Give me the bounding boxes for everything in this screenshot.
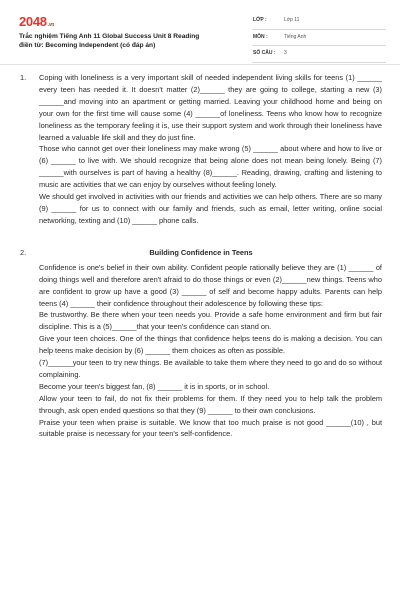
question-passage: [39, 72, 382, 227]
question-header: [20, 247, 382, 259]
meta-value: Lớp 11: [284, 17, 300, 23]
page-header: [0, 0, 400, 62]
passage-paragraph: Give your teen choices. One of the things that confidence helps teens do is making a decision. You can help teens make decision by (6) ______ them choices as often as possible.: [39, 334, 382, 356]
passage-paragraph: (7)______your teen to try new things. Be available to take them where they need to go and do so without complaining.: [39, 358, 382, 379]
meta-row-subject: [252, 31, 386, 47]
passage-paragraph: Allow your teen to fail, do not fix their problems for them. If they need you to help talk the problem through, ask open ended questions so that they (9) ______ to their own conclusions.: [39, 393, 382, 415]
passage-paragraph: Confidence is one's belief in their own ability. Confident people rationally believe they are (1) ______ of doing things well and therefore aren't afraid to do those things or even (2)______new things. Teens who are confident to grow up have a good (3) ______ of self and become happy adults. Parents can help teens (4) ______ their confidence throughout their adolescence by following these tips:: [39, 262, 382, 308]
question-1: [20, 72, 382, 227]
site-logo[interactable]: [19, 14, 54, 29]
title-line-1: Trắc nghiệm Tiếng Anh 11 Global Success Unit 8 Reading: [19, 33, 200, 40]
logo-suffix: .vn: [47, 22, 55, 28]
meta-label: LỚP :: [253, 17, 267, 23]
meta-row-count: [252, 47, 386, 63]
meta-value: Tiếng Anh: [284, 33, 307, 40]
passage-paragraph: We should get involved in activities with our friends and activities we can help others. There are so many (9) ______ for us to connect with our family and friends, such as email, letter writing, online social networking, texting and (10) ______ phone calls.: [39, 192, 382, 225]
questions-content: [20, 72, 382, 440]
logo-text: 2048: [19, 14, 47, 29]
meta-label: MÔN :: [253, 33, 268, 40]
question-number: 2.: [20, 247, 27, 257]
title-line-2: điền từ: Becoming Independent (có đáp án): [19, 42, 156, 49]
meta-value: 3: [284, 50, 287, 56]
meta-label: SỐ CÂU :: [253, 50, 276, 56]
passage-paragraph: Praise your teen when praise is suitable. We know that too much praise is not good ______(10) , but suitable praise is necessary for your teen's self-confidence.: [39, 417, 382, 439]
header-divider: [0, 64, 400, 65]
meta-panel: [252, 14, 386, 64]
passage-paragraph: Coping with loneliness is a very important skill of needed independent living skills for teens (1) ______ every teen has needed it. It doesn't matter (2)______ they are going to college, starting a new (3) ______and moving into an apartment or getting married. Leaving your childhood home and being on your own for the first time will cause some (4) ______of loneliness. Teens who know how to recognize loneliness as the temporary feeling it is, use their support system and work through their loneliness have learned a valuable life skill and they do just fine.: [39, 73, 382, 142]
question-number: 1.: [20, 73, 27, 82]
question-passage: [39, 262, 382, 441]
passage-title: Building Confidence in Teens: [149, 247, 253, 257]
meta-row-class: [252, 14, 386, 30]
passage-paragraph: Become your teen's biggest fan, (8) ______ it is in sports, or in school.: [39, 381, 270, 391]
question-2: [20, 247, 382, 441]
passage-paragraph: Those who cannot get over their loneliness may make wrong (5) ______ about where and how to live or (6) ______ to live with. We should recognize that being alone does not mean being lonely. Being (7) ______with ourselves is part of having a healthy (8)______. Reading, drawing, crafting and listening to music are activities that we can enjoy by ourselves without feeling lonely.: [39, 144, 382, 190]
passage-paragraph: Be trustworthy. Be there when your teen needs you. Provide a safe home environment and firm but fair discipline. This is a (5)______that your teen's confidence can stand on.: [39, 310, 382, 332]
document-title: [19, 32, 239, 50]
